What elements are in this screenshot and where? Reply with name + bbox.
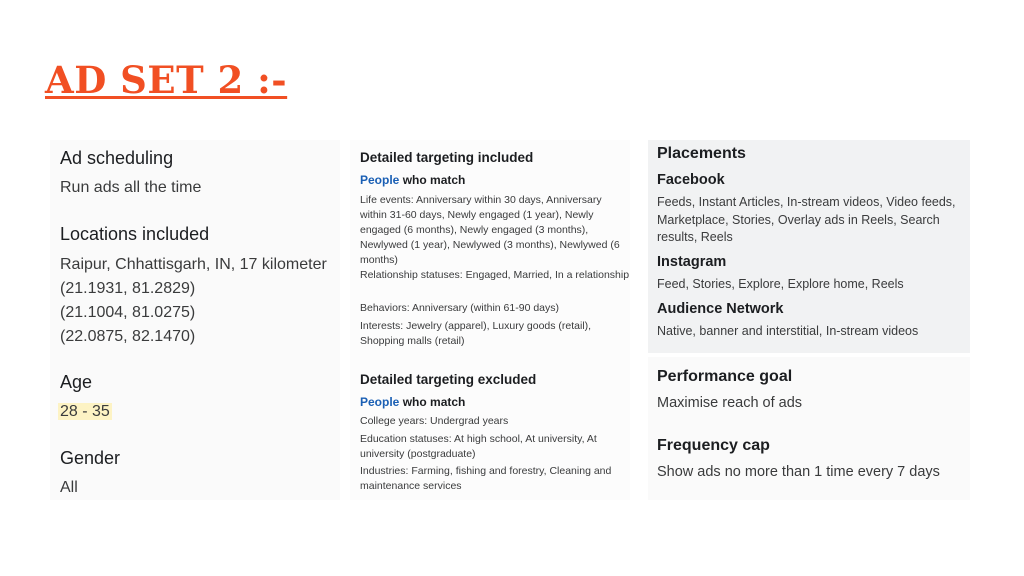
targeting-item: Education statuses: At high school, At university, At university (postgraduate) — [360, 433, 597, 460]
performance-goal-value: Maximise reach of ads — [657, 395, 803, 411]
gender-value: All — [60, 479, 78, 496]
people-who-match-line — [360, 173, 465, 187]
targeting-item: Life events: Anniversary within 30 days, Anniversary within 31-60 days, Newly engaged (1 year), Newly engaged (6 months), Newly engaged (3 months), Newlywed (1 year), Newlywed (3 months), Newlywed (6 months) — [360, 194, 620, 266]
instagram-placements: Feed, Stories, Explore, Explore home, Reels — [657, 277, 904, 291]
slide-title: AD SET 2 :- — [45, 58, 288, 102]
facebook-heading: Facebook — [657, 172, 725, 188]
instagram-heading: Instagram — [657, 254, 727, 270]
ad-scheduling-value: Run ads all the time — [60, 179, 202, 196]
targeting-item: Industries: Farming, fishing and forestry, Cleaning and maintenance services — [360, 465, 612, 492]
location-line: (21.1931, 81.2829) — [60, 280, 196, 297]
ad-scheduling-heading: Ad scheduling — [60, 148, 174, 168]
targeting-included-heading: Detailed targeting included — [360, 150, 534, 165]
age-heading: Age — [60, 372, 93, 392]
people-word: People — [360, 173, 400, 187]
location-line: (21.1004, 81.0275) — [60, 304, 196, 321]
people-who-match-line — [360, 395, 465, 409]
people-word: People — [360, 395, 400, 409]
targeting-excluded-heading: Detailed targeting excluded — [360, 372, 537, 387]
targeting-item: Behaviors: Anniversary (within 61-90 days) — [360, 302, 560, 314]
frequency-cap-heading: Frequency cap — [657, 437, 770, 454]
who-match-text: who match — [399, 173, 466, 187]
frequency-cap-value: Show ads no more than 1 time every 7 days — [657, 464, 940, 480]
location-line: Raipur, Chhattisgarh, IN, 17 kilometer — [60, 256, 327, 273]
facebook-placements: Feeds, Instant Articles, In-stream videos, Video feeds, Marketplace, Stories, Overlay ads in Reels, Search results, Reels — [657, 195, 956, 244]
audience-network-heading: Audience Network — [657, 301, 784, 317]
performance-goal-heading: Performance goal — [657, 368, 793, 385]
targeting-item: Relationship statuses: Engaged, Married, In a relationship — [360, 269, 630, 281]
locations-heading: Locations included — [60, 224, 210, 244]
location-line: (22.0875, 82.1470) — [60, 328, 196, 345]
targeting-item: Interests: Jewelry (apparel), Luxury goods (retail), Shopping malls (retail) — [360, 320, 592, 347]
age-value: 28 - 35 — [60, 403, 110, 420]
gender-heading: Gender — [60, 448, 121, 468]
audience-network-placements: Native, banner and interstitial, In-stream videos — [657, 324, 919, 338]
placements-heading: Placements — [657, 145, 746, 162]
targeting-item: College years: Undergrad years — [360, 415, 509, 427]
who-match-text: who match — [399, 395, 466, 409]
